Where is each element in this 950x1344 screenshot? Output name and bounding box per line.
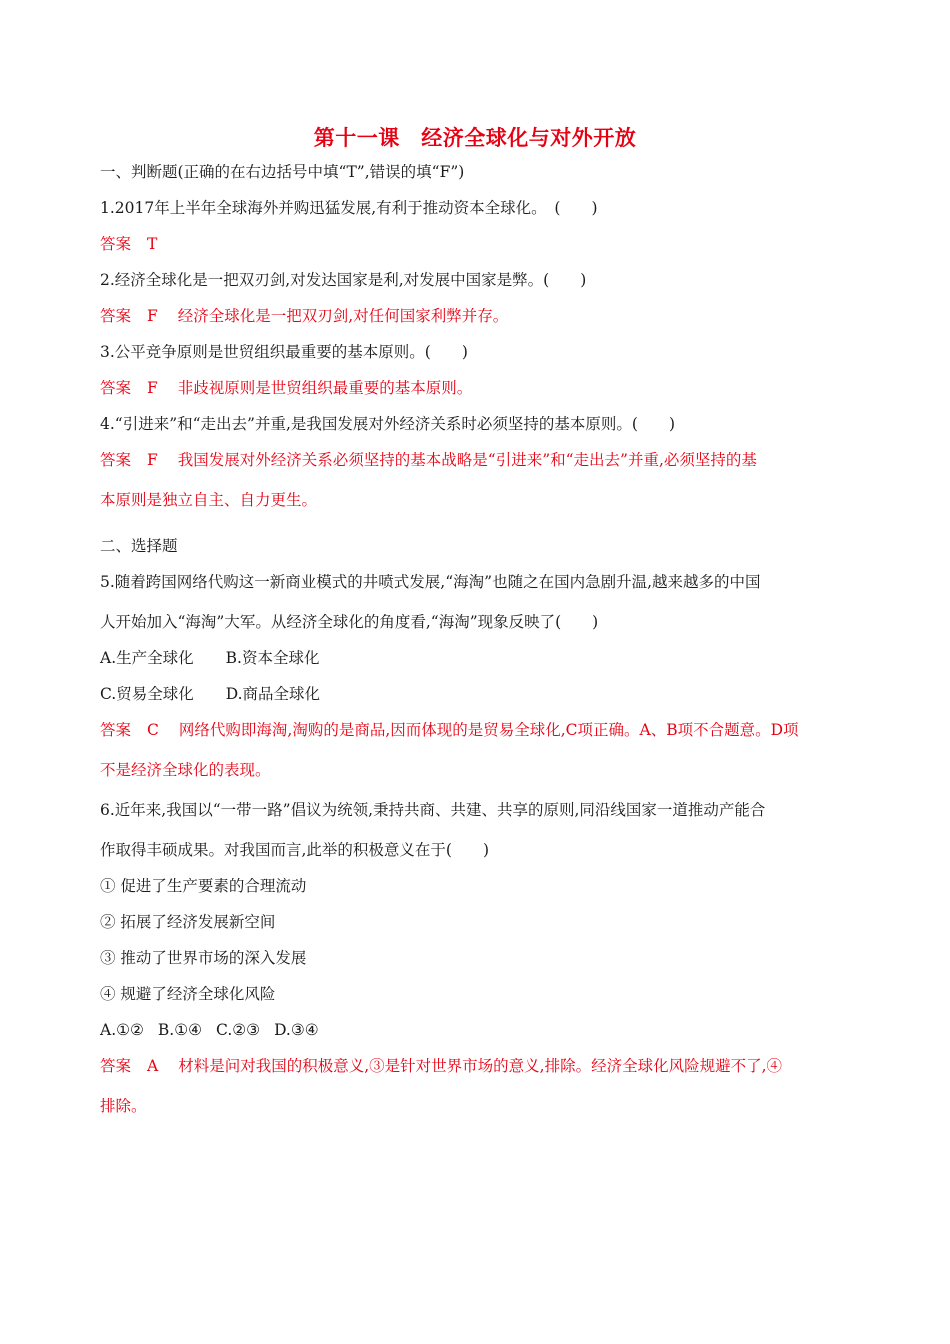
option-d: D.③④ xyxy=(274,1021,319,1039)
option-b: B.①④ xyxy=(157,1021,203,1039)
answer-explanation-line-2: 本原则是独立自主、自力更生。 xyxy=(100,491,318,509)
answer-key: C xyxy=(147,721,159,739)
answer-label: 答案 xyxy=(100,235,132,253)
statement-2: ② 拓展了经济发展新空间 xyxy=(100,913,276,931)
question-6-line-1: 6.近年来,我国以“一带一路”倡议为统领,秉持共商、共建、共享的原则,同沿线国家一道推动产能合 xyxy=(100,801,766,819)
statement-4: ④ 规避了经济全球化风险 xyxy=(100,985,276,1003)
question-3: 3.公平竞争原则是世贸组织最重要的基本原则。( ) xyxy=(100,343,468,361)
question-4: 4.“引进来”和“走出去”并重,是我国发展对外经济关系时必须坚持的基本原则。( ) xyxy=(100,415,676,433)
question-5-options-row-2 xyxy=(100,684,850,704)
option-d: D.商品全球化 xyxy=(225,685,321,703)
answer-label: 答案 xyxy=(100,721,132,739)
question-1: 1.2017年上半年全球海外并购迅猛发展,有利于推动资本全球化。 ( ) xyxy=(100,199,598,217)
answer-key: T xyxy=(147,235,158,253)
option-a: A.①② xyxy=(100,1021,144,1039)
answer-explanation-line-1: 材料是问对我国的积极意义,③是针对世界市场的意义,排除。经济全球化风险规避不了,④ xyxy=(178,1057,783,1075)
option-c: C.②③ xyxy=(216,1021,261,1039)
question-5 xyxy=(100,562,850,642)
answer-explanation-line-1: 网络代购即海淘,淘购的是商品,因而体现的是贸易全球化,C项正确。A、B项不合题意。D项 xyxy=(178,721,799,739)
answer-label: 答案 xyxy=(100,1057,132,1075)
answer-6 xyxy=(100,1046,850,1126)
option-c: C.贸易全球化 xyxy=(100,685,194,703)
option-a: A.生产全球化 xyxy=(100,649,194,667)
answer-key: F xyxy=(147,307,158,325)
section-heading-true-false: 一、判断题(正确的在右边括号中填“T”,错误的填“F”) xyxy=(100,163,465,181)
page-title: 第十一课 经济全球化与对外开放 xyxy=(313,126,637,150)
statement-3: ③ 推动了世界市场的深入发展 xyxy=(100,949,307,967)
answer-key: F xyxy=(147,451,158,469)
question-6-line-2: 作取得丰硕成果。对我国而言,此举的积极意义在于( ) xyxy=(100,841,490,859)
section-heading-choice: 二、选择题 xyxy=(100,537,178,555)
answer-key: F xyxy=(147,379,158,397)
answer-label: 答案 xyxy=(100,307,132,325)
answer-explanation-line-2: 排除。 xyxy=(100,1097,147,1115)
question-6-options xyxy=(100,1020,850,1040)
answer-explanation-line-2: 不是经济全球化的表现。 xyxy=(100,761,271,779)
answer-label: 答案 xyxy=(100,451,132,469)
answer-2 xyxy=(100,306,850,326)
answer-explanation: 非歧视原则是世贸组织最重要的基本原则。 xyxy=(177,379,473,397)
answer-1 xyxy=(100,234,850,254)
question-5-options-row-1 xyxy=(100,648,850,668)
answer-label: 答案 xyxy=(100,379,132,397)
document-page xyxy=(100,120,850,1126)
answer-explanation: 经济全球化是一把双刃剑,对任何国家利弊并存。 xyxy=(177,307,509,325)
answer-5 xyxy=(100,710,850,790)
answer-3 xyxy=(100,378,850,398)
option-b: B.资本全球化 xyxy=(225,649,320,667)
question-2: 2.经济全球化是一把双刃剑,对发达国家是利,对发展中国家是弊。( ) xyxy=(100,271,587,289)
answer-explanation-line-1: 我国发展对外经济关系必须坚持的基本战略是“引进来”和“走出去”并重,必须坚持的基 xyxy=(177,451,757,469)
answer-4 xyxy=(100,440,850,520)
question-5-line-1: 5.随着跨国网络代购这一新商业模式的井喷式发展,“海淘”也随之在国内急剧升温,越来越多的中国 xyxy=(100,573,761,591)
answer-key: A xyxy=(147,1057,159,1075)
statement-1: ① 促进了生产要素的合理流动 xyxy=(100,877,307,895)
question-5-line-2: 人开始加入“海淘”大军。从经济全球化的角度看,“海淘”现象反映了( ) xyxy=(100,613,599,631)
question-6 xyxy=(100,790,850,870)
